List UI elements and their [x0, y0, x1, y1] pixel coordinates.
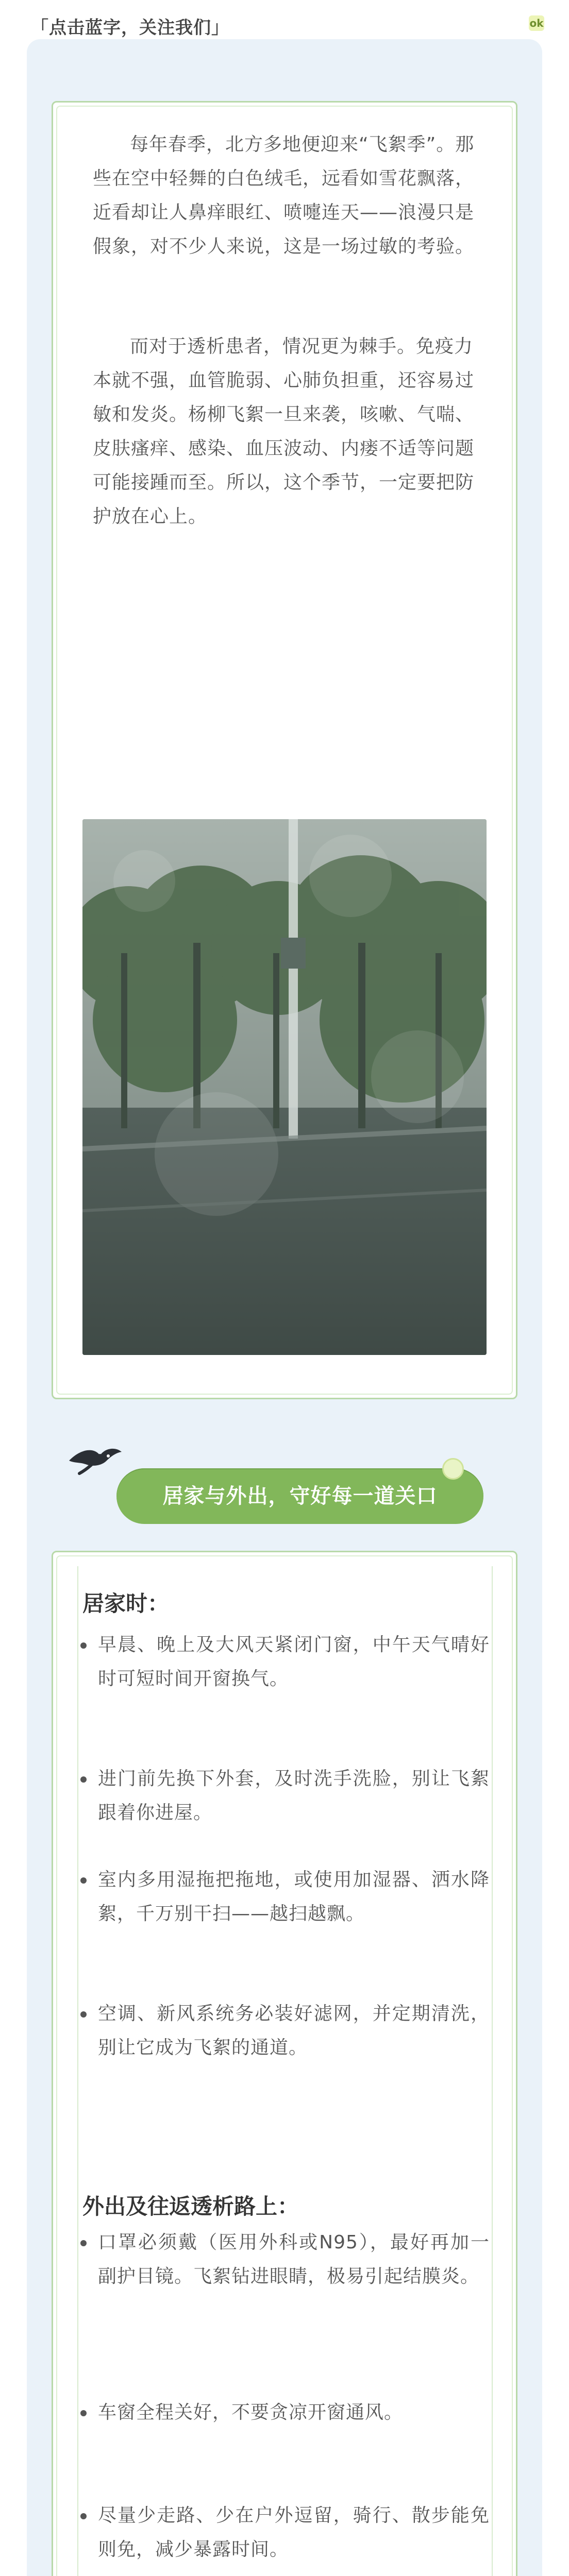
intro-paragraph-2: 而对于透析患者，情况更为棘手。免疫力本就不强，血管脆弱、心肺负担重，还容易过敏和发炎。杨柳飞絮一旦来袭，咳嗽、气喘、皮肤瘙痒、感染、血压波动、内瘘不适等问题可能接踵而至。所以，这个季节，一定要把防护放在心上。: [93, 336, 475, 527]
out-item-text: 口罩必须戴（医用外科或N95），最好再加一副护目镜。飞絮钻进眼睛，极易引起结膜炎。: [98, 2232, 490, 2287]
bullet-dot: [80, 1642, 87, 1649]
out-item-text: 车窗全程关好，不要贪凉开窗通风。: [98, 2402, 404, 2423]
home-item-3: [98, 1863, 490, 1931]
street-scene-illustration: [82, 819, 487, 1355]
corner-badge: ok: [529, 15, 544, 31]
home-item-text: 早晨、晚上及大风天紧闭门窗，中午天气晴好时可短时间开窗换气。: [98, 1634, 490, 1689]
bullet-dot: [80, 1776, 87, 1783]
home-item-4: [98, 1997, 490, 2065]
bullet-dot: [80, 2240, 87, 2246]
home-item-text: 空调、新风系统务必装好滤网，并定期清洗，别让它成为飞絮的通道。: [98, 2003, 490, 2058]
home-subtitle: 居家时：: [82, 1591, 170, 1616]
home-item-text: 进门前先换下外套，及时洗手洗脸，别让飞絮跟着你进屋。: [98, 1768, 490, 1823]
bullet-dot: [80, 2513, 87, 2519]
section1-header: [0, 1437, 569, 1530]
swallow-icon: [64, 1437, 126, 1479]
bullet-dot: [80, 1877, 87, 1884]
top-bar: [0, 0, 569, 41]
home-item-2: [98, 1762, 490, 1830]
bullet-dot: [80, 2011, 87, 2018]
out-item-2: [98, 2396, 490, 2430]
follow-prompt[interactable]: 「点击蓝字，关注我们」: [31, 18, 229, 38]
out-item-3: [98, 2499, 490, 2567]
section1-title: 居家与外出，守好每一道关口: [116, 1468, 483, 1524]
out-subtitle: 外出及往返透析路上：: [82, 2194, 299, 2219]
section1-left-rail: [77, 1566, 78, 2576]
out-item-1: [98, 2226, 490, 2294]
intro-paragraph-1: 每年春季，北方多地便迎来“飞絮季”。那些在空中轻舞的白色绒毛，远看如雪花飘落，近看却让人鼻痒眼红、喷嚏连天——浪漫只是假象，对不少人来说，这是一场过敏的考验。: [93, 134, 475, 257]
bullet-dot: [80, 2410, 87, 2416]
section1-title-dot: [442, 1458, 464, 1480]
home-item-text: 室内多用湿拖把拖地，或使用加湿器、洒水降絮，千万别干扫——越扫越飘。: [98, 1869, 490, 1924]
home-item-1: [98, 1628, 490, 1696]
out-item-text: 尽量少走路、少在户外逗留，骑行、散步能免则免，减少暴露时间。: [98, 2505, 490, 2560]
street-photo: [82, 819, 487, 1355]
section1-right-rail: [492, 1566, 493, 2576]
